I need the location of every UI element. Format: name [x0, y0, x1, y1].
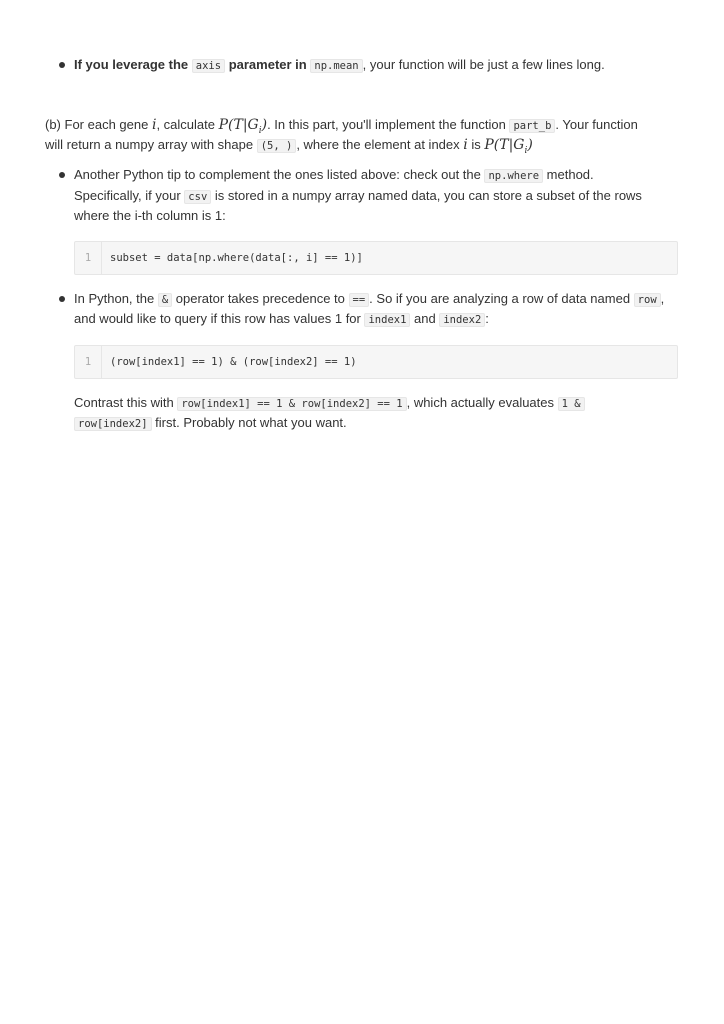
text: operator takes precedence to: [172, 291, 349, 306]
text: will return a numpy array with shape: [45, 137, 257, 152]
text: In Python, the: [74, 291, 158, 306]
inline-code: row: [634, 293, 661, 307]
text: and would like to query if this row has values 1 for: [74, 311, 365, 326]
text: Another Python tip to complement the ones listed above: check out the: [74, 167, 485, 182]
inline-code: ==: [349, 293, 370, 307]
code-block: [74, 241, 678, 275]
bullet-np-where-line-1: [74, 165, 594, 186]
inline-code: index1: [364, 313, 410, 327]
inline-code: row[index2]: [74, 417, 152, 431]
text: . Your function: [555, 117, 638, 132]
text: is stored in a numpy array named data, you can store a subset of the rows: [211, 188, 642, 203]
text: . So if you are analyzing a row of data named: [369, 291, 634, 306]
part-b-line-2: [45, 135, 533, 161]
inline-code: np.where: [484, 169, 543, 183]
text: . In this part, you'll implement the function: [267, 117, 510, 132]
line-number: 1: [75, 242, 102, 274]
inline-code: csv: [184, 190, 211, 204]
inline-code: &: [158, 293, 172, 307]
text: and: [410, 311, 440, 326]
bullet-marker: [59, 296, 65, 302]
text: :: [485, 311, 489, 326]
text: is: [467, 137, 485, 152]
bullet-np-where-line-3: [74, 206, 226, 226]
contrast-line-2: [74, 413, 347, 434]
text: , calculate: [156, 117, 219, 132]
inline-code: axis: [192, 59, 225, 73]
inline-code: row[index1] == 1 & row[index2] == 1: [177, 397, 406, 411]
line-number: 1: [75, 346, 102, 378]
inline-code: np.mean: [310, 59, 362, 73]
bullet-axis-tip: [74, 55, 605, 76]
code-line: subset = data[np.where(data[:, i] == 1)]: [110, 252, 363, 264]
code-block: [74, 345, 678, 379]
text: , your function will be just a few lines long.: [362, 57, 605, 72]
text: method.: [543, 167, 594, 182]
text: first. Probably not what you want.: [151, 415, 347, 430]
bullet-marker: [59, 172, 65, 178]
text: Contrast this with: [74, 395, 178, 410]
math-p-t-given-g: $P(T|G_i)$: [484, 137, 533, 156]
inline-code: 1 &: [558, 397, 585, 411]
bold-text: If you leverage the: [74, 57, 189, 72]
text: (b) For each gene: [45, 117, 152, 132]
inline-code: index2: [439, 313, 485, 327]
text: Specifically, if your: [74, 188, 185, 203]
bullet-precedence-line-1: [74, 289, 664, 310]
math-i: i: [151, 117, 157, 133]
math-p-t-given-g: $P(T|G_i)$: [218, 117, 268, 136]
text: where the i-th column is 1:: [74, 208, 226, 223]
text: ,: [660, 291, 665, 306]
text: , where the element at index: [296, 137, 464, 152]
bullet-np-where-line-2: [74, 186, 642, 207]
bold-text: parameter in: [228, 57, 307, 72]
inline-code: (5, ): [257, 139, 297, 153]
text: , which actually evaluates: [406, 395, 558, 410]
bullet-precedence-line-2: [74, 309, 489, 330]
inline-code: part_b: [509, 119, 555, 133]
bullet-marker: [59, 62, 65, 68]
math-i: i: [463, 137, 468, 153]
code-line: (row[index1] == 1) & (row[index2] == 1): [110, 356, 357, 368]
contrast-line-1: [74, 393, 585, 414]
